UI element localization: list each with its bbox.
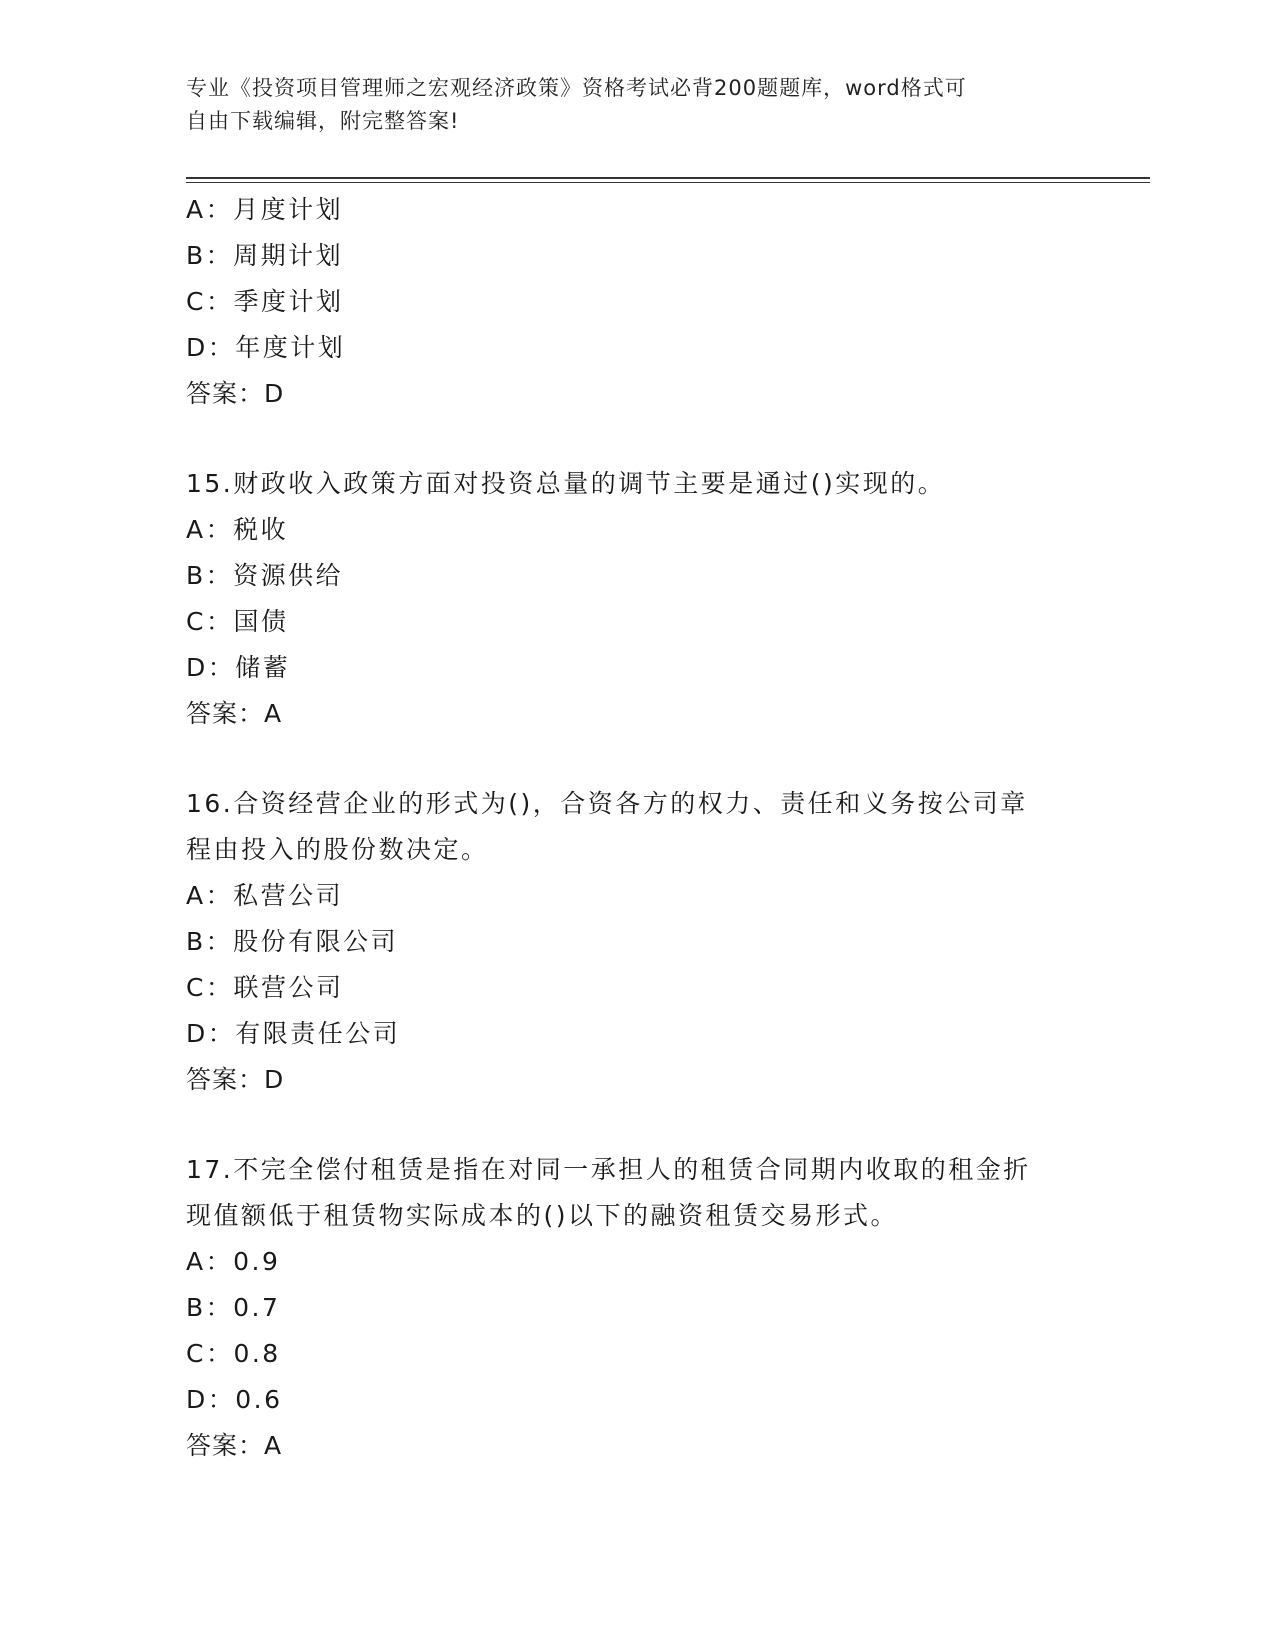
question-16	[186, 781, 1086, 1103]
header-divider	[186, 177, 1150, 179]
option-c: C：0.8	[186, 1339, 281, 1368]
option-b: B：0.7	[186, 1293, 281, 1322]
spacer	[186, 737, 1086, 781]
option-c: C：国债	[186, 607, 289, 636]
option-b: B：股份有限公司	[186, 927, 399, 956]
question-text: 15.财政收入政策方面对投资总量的调节主要是通过()实现的。	[186, 469, 946, 498]
question-text-line-1: 16.合资经营企业的形式为()，合资各方的权力、责任和义务按公司章	[186, 789, 1028, 818]
option-d: D：年度计划	[186, 333, 346, 362]
option-b: B：周期计划	[186, 241, 344, 270]
question-17	[186, 1147, 1086, 1469]
answer: 答案：D	[186, 1065, 285, 1094]
question-text-line-2: 现值额低于租赁物实际成本的()以下的融资租赁交易形式。	[186, 1201, 899, 1230]
option-c: C：季度计划	[186, 287, 344, 316]
question-list	[186, 187, 1086, 1469]
option-a: A：税收	[186, 515, 289, 544]
option-a: A：私营公司	[186, 881, 344, 910]
spacer	[186, 1103, 1086, 1147]
answer: 答案：A	[186, 1431, 283, 1460]
answer: 答案：D	[186, 379, 285, 408]
option-d: D：0.6	[186, 1385, 283, 1414]
question-14-continued	[186, 187, 1086, 417]
spacer	[186, 417, 1086, 461]
header-divider-thin	[186, 182, 1150, 183]
option-a: A：月度计划	[186, 195, 344, 224]
question-text-line-1: 17.不完全偿付租赁是指在对同一承担人的租赁合同期内收取的租金折	[186, 1155, 1031, 1184]
option-d: D：储蓄	[186, 653, 291, 682]
option-d: D：有限责任公司	[186, 1019, 401, 1048]
option-a: A：0.9	[186, 1247, 281, 1276]
header-line-2: 自由下载编辑，附完整答案!	[186, 109, 460, 133]
header-line-1: 专业《投资项目管理师之宏观经济政策》资格考试必背200题题库，word格式可	[186, 76, 967, 100]
question-15	[186, 461, 1086, 737]
document-header	[186, 72, 1066, 138]
question-text-line-2: 程由投入的股份数决定。	[186, 835, 489, 864]
answer: 答案：A	[186, 699, 283, 728]
option-b: B：资源供给	[186, 561, 344, 590]
option-c: C：联营公司	[186, 973, 344, 1002]
